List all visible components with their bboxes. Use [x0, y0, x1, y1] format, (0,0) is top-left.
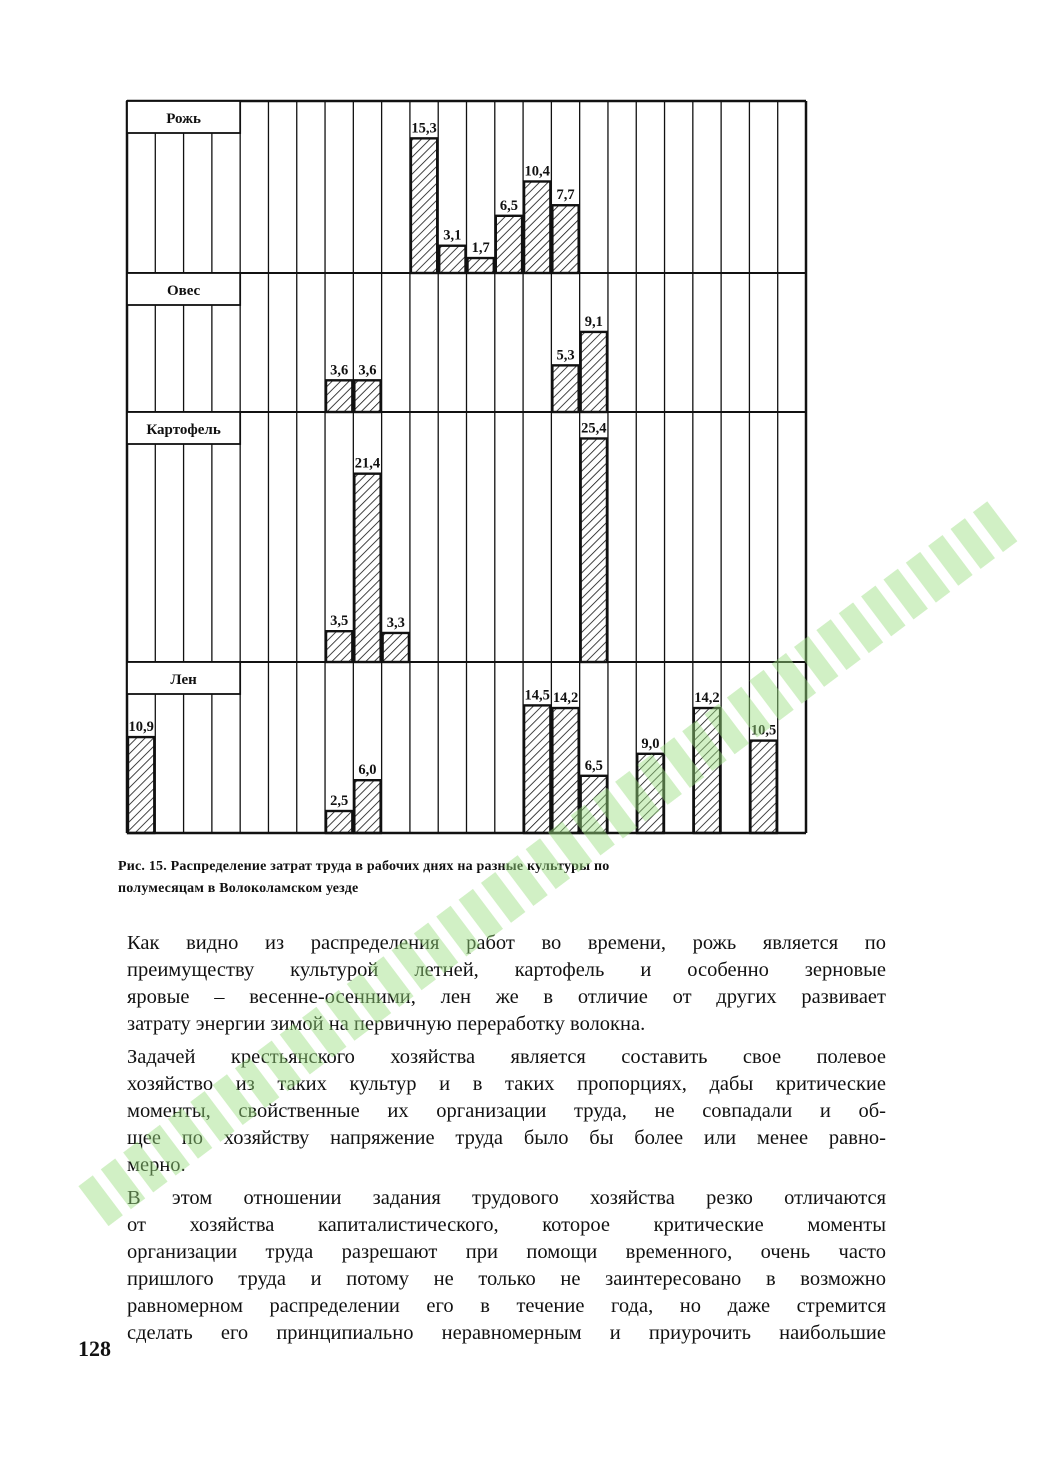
bar-value-label: 10,9	[128, 719, 154, 736]
bar-value-label: 9,1	[584, 313, 603, 330]
bar-value-label: 7,7	[556, 187, 575, 204]
paragraph-3	[80, 1185, 886, 1347]
text-line: мерно.	[127, 1154, 186, 1176]
bar	[354, 474, 380, 662]
caption-line-1: Рис. 15. Распределение затрат труда в рабочих днях на разные культуры по	[118, 859, 610, 874]
bar	[496, 216, 522, 273]
text-line: Как видно из распределения работ во времени, рожь является по	[127, 932, 886, 954]
bar-value-label: 9,0	[641, 735, 660, 752]
text-line: хозяйство из таких культур и в таких пропорциях, дабы критические	[127, 1073, 886, 1095]
chart-bars	[128, 120, 777, 833]
bar	[383, 633, 409, 662]
panel-label: Картофель	[146, 422, 221, 438]
bar-value-label: 25,4	[581, 420, 607, 437]
bar-value-label: 6,5	[584, 757, 603, 774]
bar-value-label: 3,1	[443, 227, 462, 244]
figure-caption	[118, 856, 818, 900]
text-line: пришлого труда и потому не только не заинтересовано в возможно	[127, 1268, 886, 1290]
bar-value-label: 3,6	[358, 362, 377, 379]
panel-label: Рожь	[166, 111, 201, 127]
bar	[439, 246, 465, 273]
bar	[581, 776, 607, 833]
bar	[326, 811, 352, 833]
bar-value-label: 3,3	[386, 614, 405, 631]
text-line: организации труда разрешают при помощи временного, очень часто	[127, 1241, 886, 1263]
bar	[694, 708, 720, 833]
bar	[637, 754, 663, 833]
bar	[750, 741, 776, 833]
paragraph-1	[80, 930, 886, 1038]
bar	[524, 181, 550, 273]
bar-value-label: 1,7	[471, 240, 490, 257]
bar-value-label: 6,0	[358, 762, 377, 779]
text-line: равномерном распределении его в течение года, но даже стремится	[127, 1295, 886, 1317]
bar-value-label: 6,5	[499, 197, 518, 214]
bar	[468, 258, 494, 273]
text-line: от хозяйства капиталистического, которое критические моменты	[127, 1214, 886, 1236]
text-line: моменты, свойственные их организации труда, не совпадали и об-	[127, 1100, 886, 1122]
bar-value-label: 3,5	[330, 613, 349, 630]
text-line: преимуществу культурой летней, картофель и особенно зерновые	[127, 959, 886, 981]
bar-value-label: 10,5	[750, 722, 777, 739]
bar-value-label: 14,2	[552, 690, 579, 707]
bar-value-label: 21,4	[354, 455, 381, 472]
page-number: 128	[78, 1336, 111, 1361]
text-line: Задачей крестьянского хозяйства является составить свое полевое	[127, 1046, 886, 1068]
bar	[581, 438, 607, 662]
bar	[552, 365, 578, 412]
text-line: В этом отношении задания трудового хозяйства резко отличаются	[127, 1187, 886, 1209]
text-line: щее по хозяйству напряжение труда было бы более или менее равно-	[127, 1127, 886, 1149]
bar-value-label: 10,4	[524, 163, 550, 180]
caption-line-2: полумесяцам в Волоколамском уезде	[118, 881, 359, 896]
bar-value-label: 14,5	[524, 687, 550, 704]
body-text	[80, 930, 886, 1353]
bar	[326, 380, 352, 412]
text-line: сделать его принципиально неравномерным и приурочить наибольшие	[127, 1322, 886, 1344]
bar-value-label: 14,2	[694, 690, 720, 707]
bar	[581, 332, 607, 412]
bar	[552, 205, 578, 273]
bar	[552, 708, 578, 833]
bar	[128, 737, 154, 833]
bar-value-label: 3,6	[330, 362, 349, 379]
bar	[524, 705, 550, 833]
text-line: затрату энергии зимой на первичную переработку волокна.	[127, 1013, 646, 1035]
bar-value-label: 2,5	[330, 793, 349, 809]
bar	[326, 631, 352, 662]
panel-label: Овес	[166, 283, 201, 299]
panel-label: Лен	[170, 672, 197, 688]
paragraph-2	[80, 1044, 886, 1179]
bar	[354, 780, 380, 833]
bar	[354, 380, 380, 412]
bar	[411, 138, 437, 273]
text-line: яровые – весенне-осенними, лен же в отличие от других развивает	[127, 986, 886, 1008]
bar-value-label: 5,3	[556, 347, 575, 364]
bar-value-label: 15,3	[411, 120, 437, 137]
